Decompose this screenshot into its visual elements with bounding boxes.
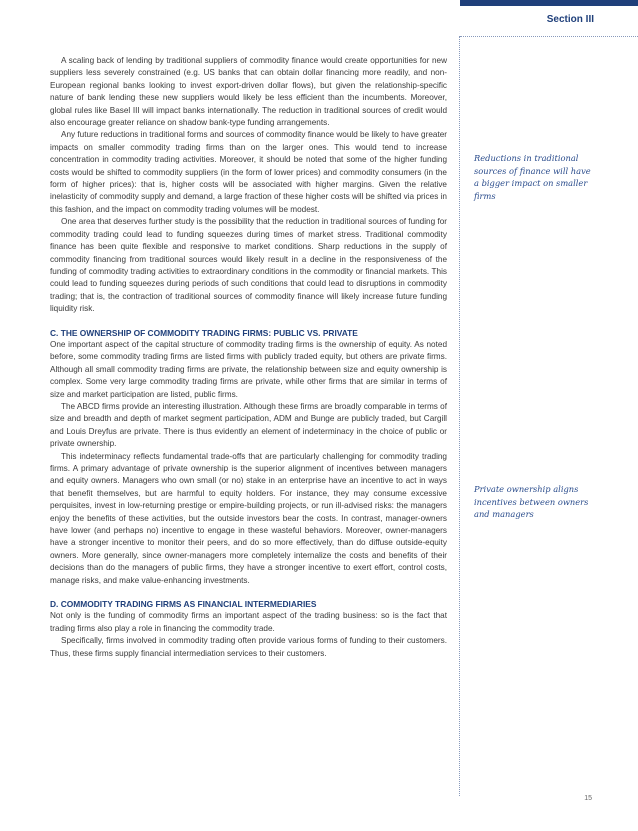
paragraph: The ABCD firms provide an interesting illustration. Although these firms are broadly comparable in terms of size and breadth and depth of market segment participation, ADM and Bunge are publicly traded, but Cargill and Louis Dreyfus are private. There is thus evidently an element of indeterminacy in the choice of public or private ownership. — [50, 401, 447, 449]
paragraph: One area that deserves further study is the possibility that the reduction in traditional sources of funding for commodity trading could lead to funding squeezes during times of market stress. Traditional commodity finance has been quite flexible and responsive to market conditions. Sharp reductions in the supply of commodity financing from traditional sources would likely result in a decline in the responsiveness of the funding of commodity trading activities to extraordinary conditions in the commodity or financial markets. This could lead to funding squeezes during periods of such conditions that could lead to disruptions in commodity trading; that is, the contraction of traditional sources of commodity finance will likely increase future funding liquidity risk. — [50, 217, 447, 314]
paragraph: Not only is the funding of commodity firms an important aspect of the trading business: so is the fact that trading firms also play a role in financing the commodity trade. — [50, 611, 447, 633]
paragraph: One important aspect of the capital structure of commodity trading firms is the ownership of equity. As noted before, some commodity trading firms are listed firms with publicly traded equity, but others are private firms. Although all small commodity trading firms are private, the relationship between size and equity ownership is complex. Some very large commodity trading firms are private, while other firms that are similar in terms of size and market participation are listed, public firms. — [50, 339, 447, 399]
section-header-bar — [460, 0, 638, 6]
section-heading-c: C. THE OWNERSHIP OF COMMODITY TRADING FIRMS: PUBLIC VS. PRIVATE — [50, 327, 358, 338]
section-label: Section III — [546, 14, 594, 25]
main-text-column — [50, 55, 447, 660]
paragraph: Specifically, firms involved in commodity trading often provide various forms of funding to their customers. Thus, these firms supply financial intermediation services to their customers. — [50, 636, 447, 658]
paragraph: Any future reductions in traditional forms and sources of commodity finance would be likely to have greater impacts on smaller commodity trading firms than on the larger ones. This would tend to increase concentration in commodity trading activities. Moreover, it should be noted that some of the higher funding costs would be shifted to commodity suppliers (in the form of lower prices) and commodity consumers (in the form of higher prices): that is, higher costs will be associated with higher margins. Given the relative inelasticity of commodity supply and demand, a large fraction of these higher costs will be shifted via prices in this fashion, and the impact on commodity trading volumes will be modest. — [50, 130, 447, 214]
sidenote-reductions: Reductions in traditional sources of finance will have a bigger impact on smaller firms — [474, 153, 591, 201]
sidenote-private-ownership: Private ownership aligns incentives between owners and managers — [474, 484, 589, 519]
section-heading-d: D. COMMODITY TRADING FIRMS AS FINANCIAL INTERMEDIARIES — [50, 599, 317, 610]
header-divider — [460, 36, 638, 37]
margin-divider — [459, 36, 460, 796]
paragraph: A scaling back of lending by traditional suppliers of commodity finance would create opportunities for new suppliers less severely constrained (e.g. US banks that can obtain dollar financing more readily, and non-European regional banks looking to invest export-driven dollar flows), but given the relationship-specific nature of bank lending these new suppliers would likely be less efficient than the incumbents. Moreover, global rules like Basel III will impact banks internationally. The reduction in traditional sources of credit would also encourage greater reliance on shadow bank-type funding arrangements. — [50, 56, 447, 128]
page-number: 15 — [584, 795, 592, 802]
section-header — [460, 0, 638, 34]
paragraph: This indeterminacy reflects fundamental trade-offs that are particularly challenging for commodity trading firms. A primary advantage of private ownership is the superior alignment of incentives between managers and equity owners. Managers who own small (or no) stake in an enterprise have an incentive to act in ways that benefit themselves, but are harmful to equity holders. For instance, they may consume excessive perquisites, invest in low-returning prestige or empire-building projects, or run ill-advised risks: the managers enjoy the benefits of these activities, but the outside investors bear the costs. In contrast, manager-owners have lower (and perhaps no) incentive to engage in these wasteful behaviors. Moreover, owner-managers have a stronger incentive to monitor their peers, and do so more effectively, than do diffuse outside-equity owners. More generally, since owner-managers more completely internalize the costs and benefits of their decisions than do the managers of public firms, they have a stronger incentive to exert effort, control costs, manage risks, and make value-enhancing investments. — [50, 451, 447, 585]
